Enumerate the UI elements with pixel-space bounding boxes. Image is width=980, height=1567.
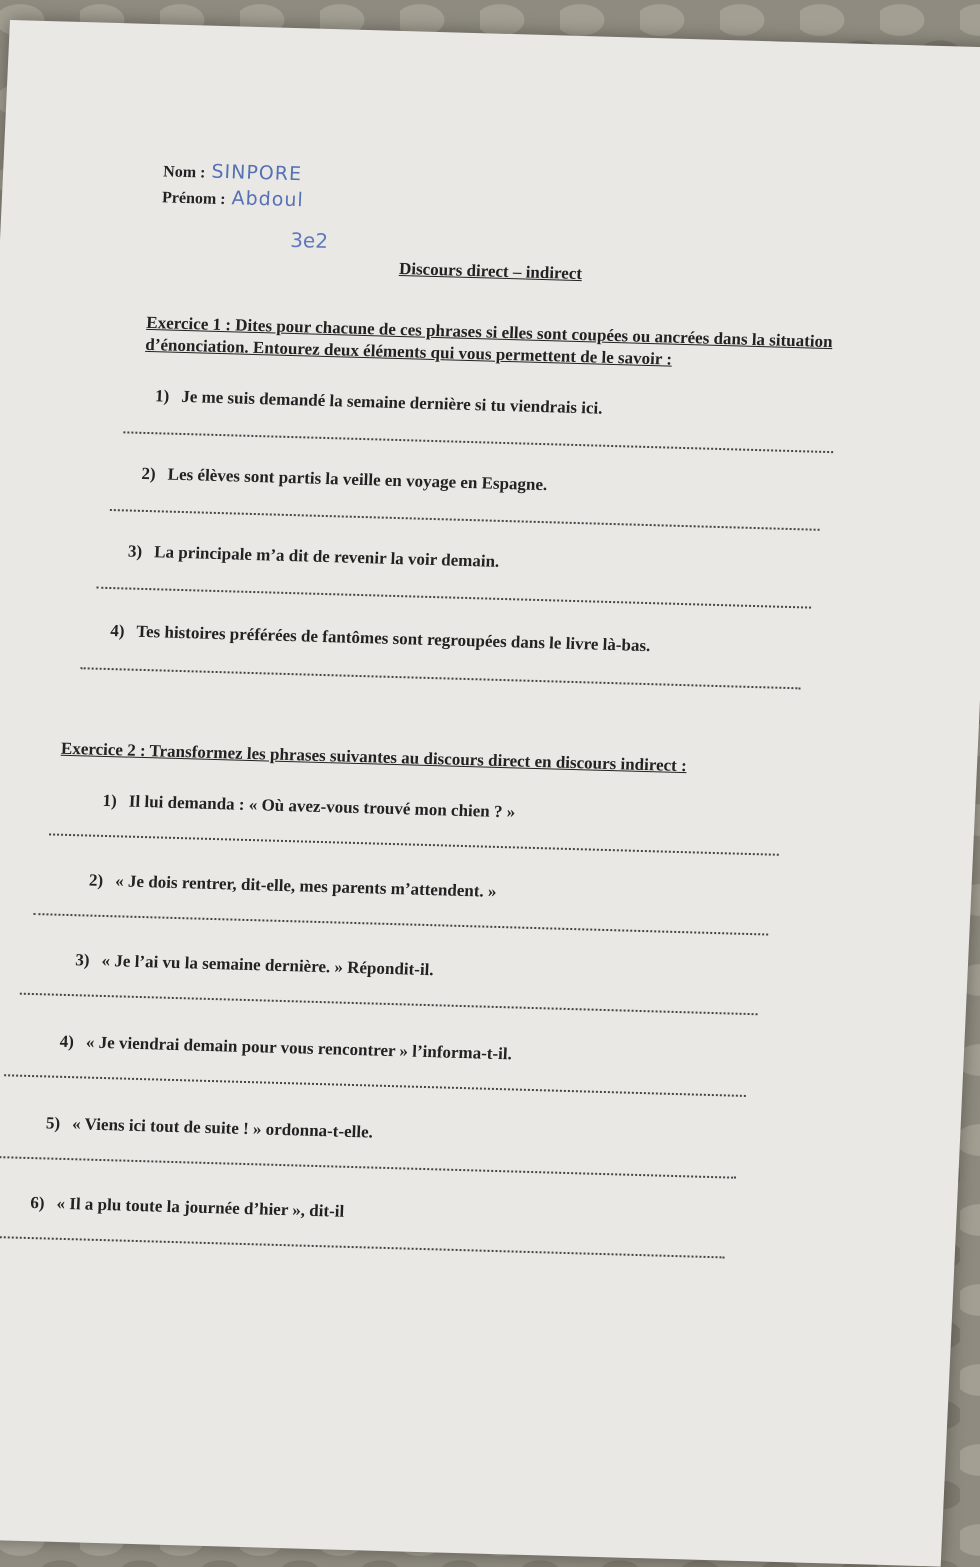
- ex2-item-4: [59, 1032, 512, 1065]
- ex1-item-2-num: 2): [141, 463, 157, 484]
- ex1-answer-line-4[interactable]: [81, 667, 801, 689]
- ex1-item-4: [110, 621, 651, 656]
- prenom-row: [161, 185, 304, 215]
- ex2-item-3: [75, 950, 434, 980]
- ex2-item-2-num: 2): [88, 870, 104, 890]
- student-header: [161, 159, 305, 215]
- ex2-item-3-num: 3): [74, 950, 91, 970]
- ex1-item-3-num: 3): [127, 541, 143, 561]
- ex2-item-4-text: « Je viendrai demain pour vous rencontrer » l’informa-t-il.: [85, 1032, 513, 1064]
- ex2-item-1-text: Il lui demanda : « Où avez-vous trouvé mon chien ? »: [128, 791, 516, 822]
- worksheet-title: Discours direct – indirect: [398, 258, 583, 284]
- class-handwritten: 3e2: [289, 227, 329, 253]
- nom-label: Nom :: [162, 163, 206, 182]
- ex1-item-4-num: 4): [109, 621, 125, 641]
- prenom-label: Prénom :: [161, 189, 226, 209]
- ex2-item-2: [89, 871, 497, 902]
- prenom-handwritten: Abdoul: [231, 187, 305, 212]
- ex2-answer-line-3[interactable]: [20, 993, 758, 1016]
- ex2-item-5-num: 5): [45, 1113, 61, 1133]
- ex2-item-3-text: « Je l’ai vu la semaine dernière. » Répondit-il.: [101, 950, 435, 980]
- ex2-item-1-num: 1): [102, 790, 118, 811]
- ex1-answer-line-1[interactable]: [123, 431, 833, 453]
- ex2-answer-line-2[interactable]: [33, 913, 768, 936]
- nom-handwritten: SINPORE: [211, 160, 303, 186]
- ex2-item-5: [46, 1113, 374, 1142]
- ex2-answer-line-6[interactable]: [0, 1235, 725, 1258]
- ex1-item-4-text: Tes histoires préférées de fantômes sont regroupées dans le livre là-bas.: [135, 621, 651, 656]
- ex2-item-5-text: « Viens ici tout de suite ! » ordonna-t-elle.: [71, 1114, 374, 1142]
- ex1-answer-line-3[interactable]: [96, 587, 811, 609]
- ex2-item-4-num: 4): [59, 1031, 75, 1052]
- ex2-item-6-num: 6): [29, 1193, 45, 1213]
- worksheet-paper: [0, 20, 980, 1567]
- ex1-item-3: [128, 542, 500, 572]
- exercise2-title: Exercice 2 : Transformez les phrases suivantes au discours direct en discours indirect :: [60, 738, 688, 776]
- ex1-item-1-text: Je me suis demandé la semaine dernière si tu viendrais ici.: [180, 386, 603, 418]
- ex1-item-2-text: Les élèves sont partis la veille en voyage en Espagne.: [167, 464, 548, 495]
- ex2-item-1: [102, 791, 515, 823]
- ex2-item-2-text: « Je dois rentrer, dit-elle, mes parents m’attendent. »: [114, 871, 497, 901]
- ex1-answer-line-2[interactable]: [110, 509, 820, 531]
- exercise1-title: Exercice 1 : Dites pour chacune de ces phrases si elles sont coupées ou ancrées dans la situation d’énonciation. Entourez deux éléments qui vous permettent de le savoir :: [144, 312, 833, 369]
- worksheet-page: [0, 20, 980, 1567]
- ex1-item-1: [155, 386, 603, 418]
- ex2-item-6: [30, 1193, 345, 1222]
- ex1-item-3-text: La principale m’a dit de revenir la voir demain.: [153, 542, 500, 571]
- ex1-item-2: [141, 464, 548, 495]
- ex2-answer-line-1[interactable]: [49, 833, 779, 855]
- ex2-answer-line-5[interactable]: [0, 1156, 736, 1179]
- ex2-item-6-text: « Il a plu toute la journée d’hier », dit-il: [56, 1193, 345, 1221]
- ex2-answer-line-4[interactable]: [4, 1074, 746, 1097]
- ex1-item-1-num: 1): [154, 386, 170, 406]
- nom-row: [163, 159, 306, 189]
